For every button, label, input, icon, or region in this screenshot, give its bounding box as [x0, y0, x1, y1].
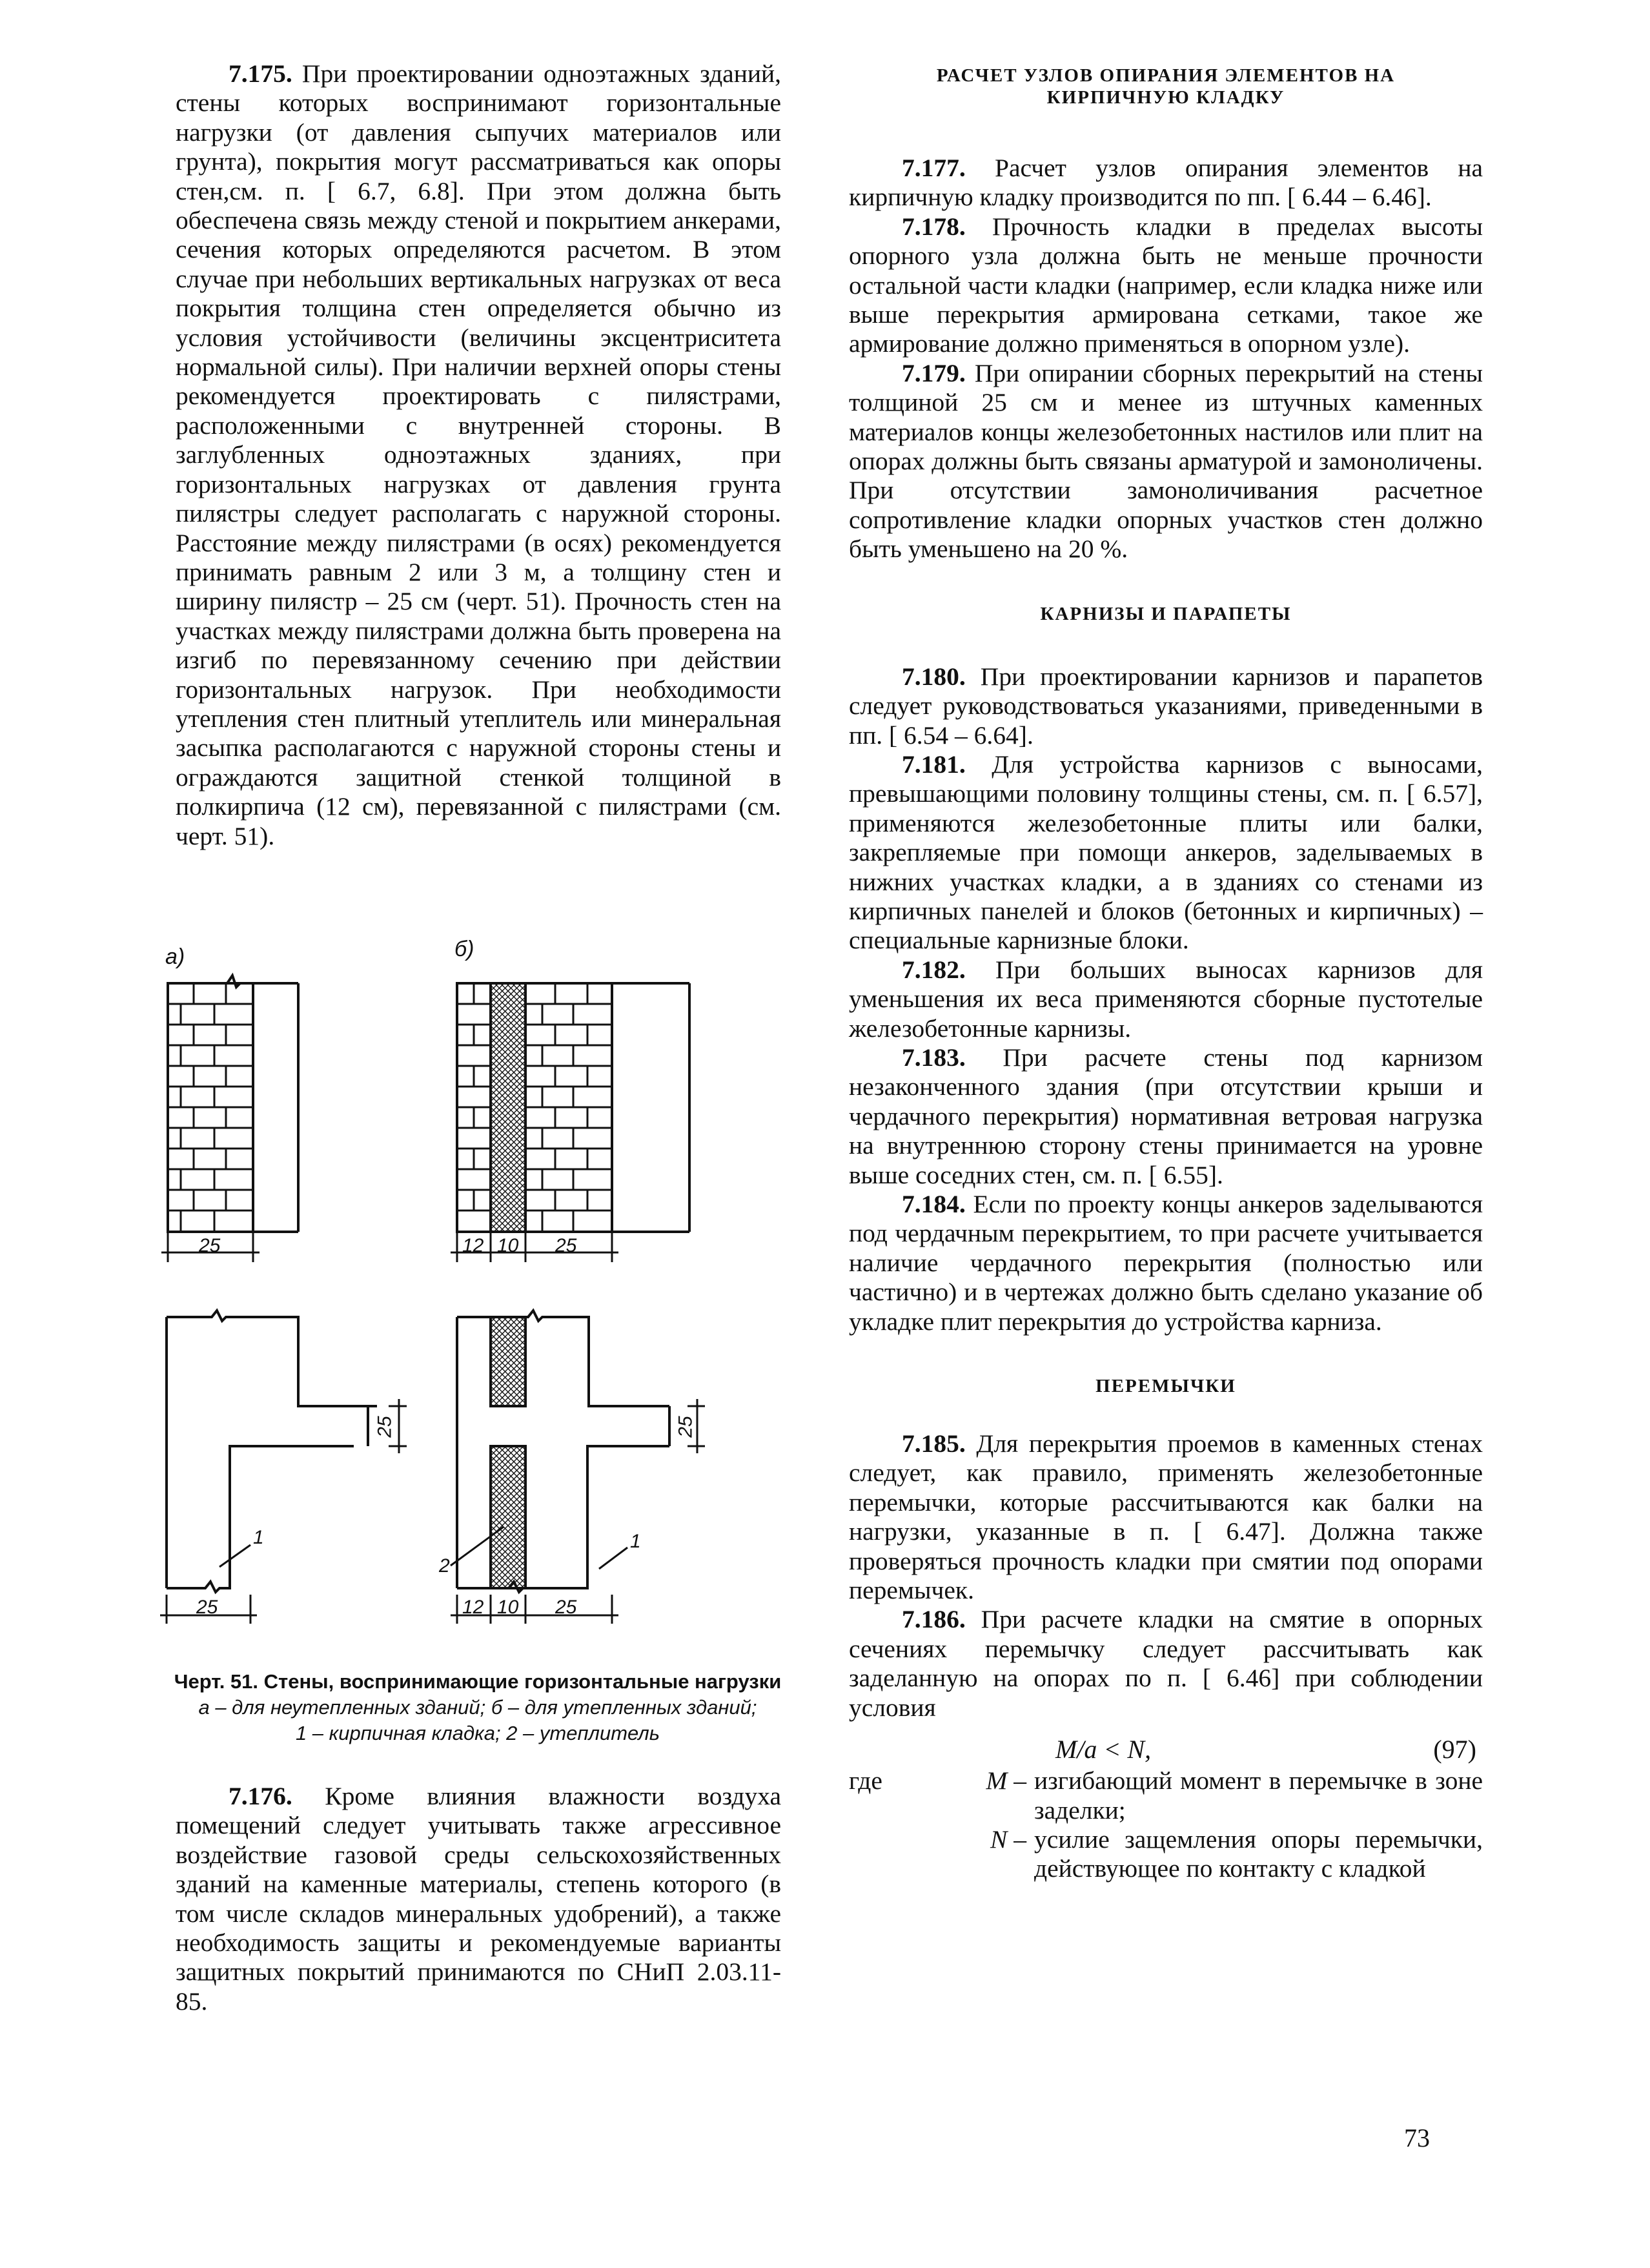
definition-lead	[849, 1825, 923, 1884]
paragraph-7-185	[849, 1429, 1483, 1605]
section-heading: ПЕРЕМЫЧКИ	[1095, 1376, 1236, 1397]
definition-row	[849, 1825, 1483, 1884]
formula-definitions	[849, 1766, 1483, 1884]
figure-label-b: б)	[454, 937, 474, 961]
wall-drawings	[142, 933, 794, 1666]
left-column-bottom	[176, 1782, 781, 2016]
definition-lead: где	[849, 1766, 882, 1795]
brick-wall-section-b	[451, 983, 689, 1262]
paragraph-7-182	[849, 955, 1483, 1043]
dimension-label: 25	[374, 1416, 396, 1438]
dimension-label: 25	[555, 1235, 577, 1256]
page-number: 73	[1404, 2123, 1430, 2152]
formula-expression: M/a < N,	[1055, 1735, 1152, 1764]
paragraph-number: 7.183.	[902, 1043, 966, 1072]
paragraph-7-180	[849, 662, 1483, 750]
formula-number: (97)	[1433, 1735, 1476, 1764]
paragraph-number: 7.178.	[902, 212, 966, 241]
dimension-label: 25	[196, 1597, 218, 1618]
plan-view-b	[451, 1311, 705, 1624]
definition-text: усилие защемления опоры перемычки, действующее по контакту с кладкой	[1034, 1824, 1483, 1883]
left-column	[176, 59, 781, 851]
paragraph-7-186	[849, 1605, 1483, 1722]
callout-marker: 1	[253, 1527, 264, 1548]
paragraph-number: 7.181.	[902, 750, 966, 779]
paragraph-text: Для устройства карнизов с выносами, превышающими половину толщины стены, см. п. [ 6.57], применяются железобетонные плиты или балки, закрепляемые при помощи анкеров, заделываемых в нижних участках кладки, а в зданиях со стенами из кирпичных панелей и блоков (бетонных и кирпичных) – специальные карнизные блоки.	[849, 750, 1483, 955]
dimension-label: 25	[199, 1235, 221, 1256]
paragraph-number: 7.175.	[229, 59, 292, 88]
definition-symbol: N –	[990, 1824, 1026, 1854]
paragraph-7-183	[849, 1043, 1483, 1190]
callout-marker: 2	[439, 1555, 450, 1577]
paragraph-7-176	[176, 1782, 781, 2016]
paragraph-text: При расчете стены под карнизом незаконченного здания (при отсутствии крыши и чердачного перекрытия) нормативная ветровая нагрузка на внутреннюю сторону стены принимается на уровне выше соседних стен, см. п. [ 6.55].	[849, 1043, 1483, 1189]
paragraph-7-177	[849, 154, 1483, 212]
paragraph-number: 7.182.	[902, 955, 966, 984]
caption-line: а – для неутепленных зданий; б – для утепленных зданий;	[198, 1696, 757, 1719]
paragraph-text: При проектировании карнизов и парапетов следует руководствоваться указаниями, приведенными в пп. [ 6.54 – 6.64].	[849, 662, 1483, 750]
formula-97	[849, 1734, 1483, 1766]
paragraph-number: 7.184.	[902, 1190, 966, 1218]
paragraph-text: Прочность кладки в пределах высоты опорного узла должна быть не меньше прочности остальной части кладки (например, если кладка ниже или выше перекрытия армирована сетками, такое же армирование должно применяться в опорном узле).	[849, 212, 1483, 358]
definition-symbol: M –	[986, 1766, 1026, 1795]
right-column	[849, 65, 1483, 1884]
paragraph-number: 7.186.	[902, 1605, 966, 1634]
figure-51	[142, 933, 794, 1666]
paragraph-7-184	[849, 1190, 1483, 1336]
paragraph-7-179	[849, 359, 1483, 564]
definition-text: изгибающий момент в перемычке в зоне заделки;	[1034, 1766, 1483, 1824]
paragraph-text: При больших выносах карнизов для уменьшения их веса применяются сборные пустотелые железобетонные карнизы.	[849, 955, 1483, 1043]
paragraph-number: 7.179.	[902, 358, 966, 387]
figure-label-a: а)	[165, 945, 185, 969]
figure-caption	[168, 1669, 788, 1746]
paragraph-number: 7.176.	[229, 1782, 292, 1810]
dimension-label: 25	[555, 1597, 577, 1618]
paragraph-text: Если по проекту концы анкеров заделываются под чердачным перекрытием, то при расчете учитывается наличие чердачного перекрытия (полностью или частично) и в чертежах должно быть сделано указание об укладке плит перекрытия до устройства карниза.	[849, 1190, 1483, 1336]
dimension-label: 10	[497, 1235, 519, 1256]
section-heading: КАРНИЗЫ И ПАРАПЕТЫ	[1040, 603, 1292, 624]
caption-title: Черт. 51. Стены, воспринимающие горизонтальные нагрузки	[174, 1670, 782, 1693]
brick-wall-section-a	[161, 976, 298, 1262]
paragraph-text: Расчет узлов опирания элементов на кирпичную кладку производится по пп. [ 6.44 – 6.46].	[849, 154, 1483, 212]
paragraph-number: 7.177.	[902, 154, 966, 182]
section-heading: РАСЧЕТ УЗЛОВ ОПИРАНИЯ ЭЛЕМЕНТОВ НА КИРПИЧНУЮ КЛАДКУ	[936, 65, 1396, 108]
paragraph-number: 7.180.	[902, 662, 966, 691]
dimension-label: 12	[462, 1235, 484, 1256]
caption-line: 1 – кирпичная кладка; 2 – утеплитель	[295, 1722, 660, 1744]
paragraph-7-178	[849, 212, 1483, 359]
paragraph-text: При расчете кладки на смятие в опорных сечениях перемычку следует рассчитывать как заделанную на опорах по п. [ 6.46] при соблюдении условия	[849, 1605, 1483, 1722]
paragraph-text: Для перекрытия проемов в каменных стенах следует, как правило, применять железобетонные перемычки, которые рассчитываются как балки на нагрузки, указанные в п. [ 6.47]. Должна также проверяться прочность кладки при смятии под опорами перемычек.	[849, 1429, 1483, 1605]
dimension-label: 12	[462, 1597, 484, 1618]
paragraph-7-181	[849, 750, 1483, 955]
paragraph-text: При проектировании одноэтажных зданий, стены которых воспринимают горизонтальные нагрузки (от давления сыпучих материалов или грунта), покрытия могут рассматриваться как опоры стен,см. п. [ 6.7, 6.8]. При этом должна быть обеспечена связь между стеной и покрытием анкерами, сечения которых определяются расчетом. В этом случае при небольших вертикальных нагрузках от веса покрытия толщина стен определяется обычно из условия устойчивости (величины эксцентриситета нормальной силы). При наличии верхней опоры стены рекомендуется проектировать с пилястрами, расположенными с внутренней стороны. В заглубленных одноэтажных зданиях, при горизонтальных нагрузках от давления грунта пилястры следует располагать с наружной стороны. Расстояние между пилястрами (в осях) рекомендуется принимать равным 2 или 3 м, а толщину стен и ширину пилястр – 25 см (черт. 51). Прочность стен на участках между пилястрами должна быть проверена на изгиб по перевязанному сечению при действии горизонтальных нагрузок. При необходимости утепления стен плитный утеплитель или минеральная засыпка располагаются с наружной стороны стены и ограждаются защитной стенкой толщиной в полкирпича (12 см), перевязанной с пилястрами (см. черт. 51).	[176, 59, 781, 850]
paragraph-number: 7.185.	[902, 1429, 966, 1458]
callout-marker: 1	[630, 1531, 641, 1552]
definition-row	[849, 1766, 1483, 1825]
dimension-label: 25	[675, 1416, 697, 1438]
plan-view-a	[160, 1311, 407, 1624]
paragraph-text: Кроме влияния влажности воздуха помещений следует учитывать также агрессивное воздействие газовой среды сельскохозяйственных зданий на каменные материалы, степень которого (в том числе складов минеральных удобрений), а также необходимость защиты и рекомендуемые варианты защитных покрытий принимаются по СНиП 2.03.11-85.	[176, 1782, 781, 2016]
paragraph-7-175	[176, 59, 781, 851]
dimension-label: 10	[497, 1597, 519, 1618]
paragraph-text: При опирании сборных перекрытий на стены толщиной 25 см и менее из штучных каменных материалов концы железобетонных настилов или плит на опорах должны быть связаны арматурой и замоноличены. При отсутствии замоноличивания расчетное сопротивление кладки опорных участков стен должно быть уменьшено на 20 %.	[849, 358, 1483, 564]
